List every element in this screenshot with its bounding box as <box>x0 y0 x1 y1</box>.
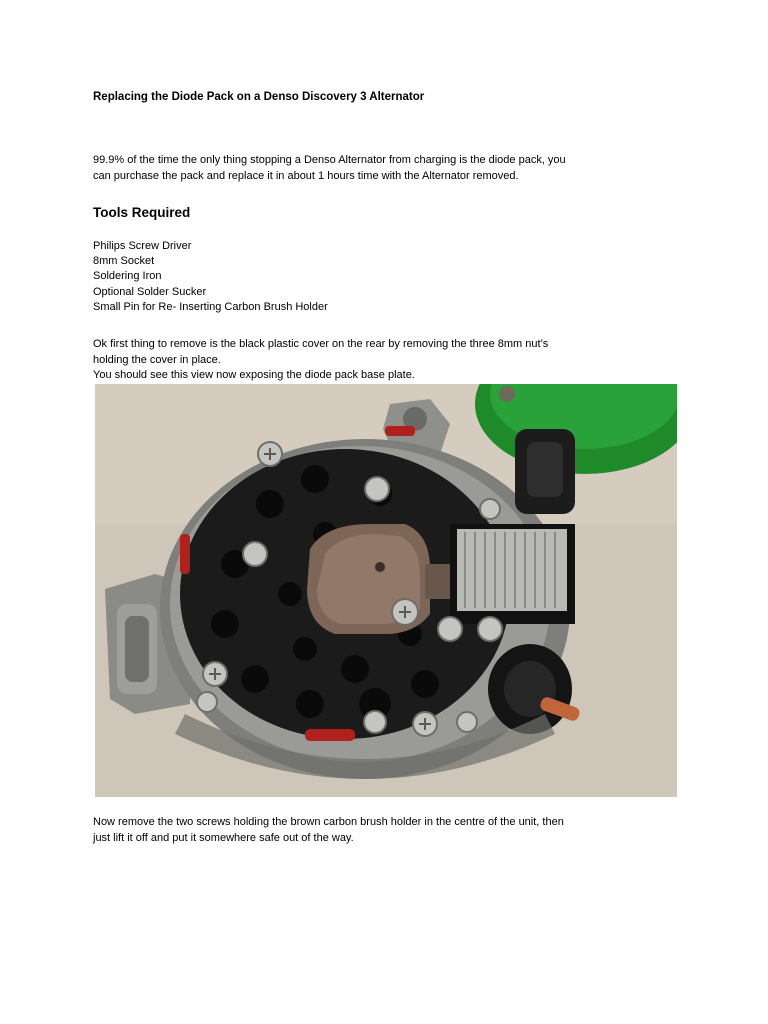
tool-item: Optional Solder Sucker <box>93 285 207 298</box>
regulator-heatsink <box>450 524 575 624</box>
tools-heading: Tools Required <box>93 205 191 220</box>
tool-item: Philips Screw Driver <box>93 240 192 252</box>
document-title: Replacing the Diode Pack on a Denso Discovery 3 Alternator <box>93 91 425 103</box>
tool-item: Small Pin for Re- Inserting Carbon Brush Holder <box>93 300 328 313</box>
intro-line: 99.9% of the time the only thing stopping a Denso Alternator from charging is the diode pack, you <box>93 154 566 166</box>
alternator-illustration <box>95 384 677 797</box>
step1-paragraph <box>93 337 653 384</box>
tool-item: 8mm Socket <box>93 255 155 268</box>
intro-paragraph <box>93 153 653 184</box>
step1-line: You should see this view now exposing the diode pack base plate. <box>93 369 415 381</box>
tool-item: Soldering Iron <box>93 270 162 283</box>
step2-line: just lift it off and put it somewhere safe out of the way. <box>93 831 354 844</box>
step1-line: holding the cover in place. <box>93 353 221 366</box>
tools-list <box>93 239 328 315</box>
step1-line: Ok first thing to remove is the black plastic cover on the rear by removing the three 8mm nut’s <box>93 338 549 350</box>
alternator-photo <box>95 384 677 797</box>
connector-plug <box>515 429 575 514</box>
step2-paragraph <box>93 815 653 846</box>
step2-line: Now remove the two screws holding the brown carbon brush holder in the centre of the unit, then <box>93 816 564 828</box>
intro-line: can purchase the pack and replace it in about 1 hours time with the Alternator removed. <box>93 169 519 182</box>
